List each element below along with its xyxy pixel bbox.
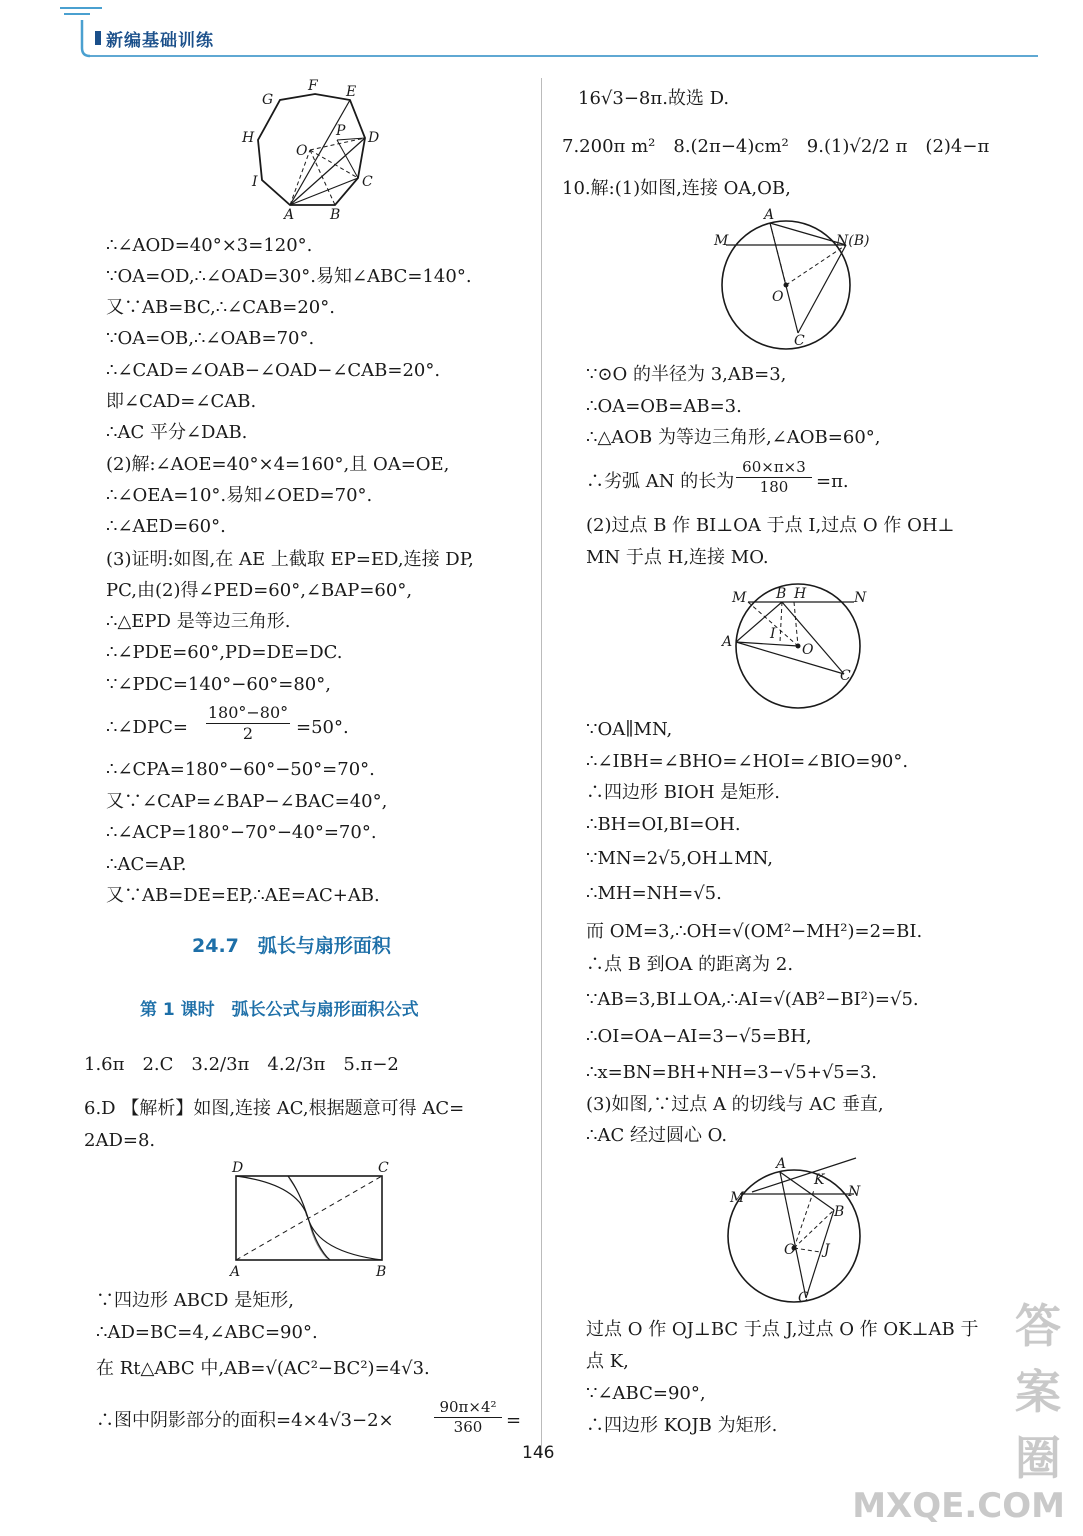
left-line-22: ∴AD=BC=4,∠ABC=90°.	[96, 1322, 318, 1343]
octagon-label-C: C	[362, 174, 373, 190]
dpc-numerator: 180°−80°	[207, 703, 289, 722]
left-line-8: (2)解:∠AOE=40°×4=160°,且 OA=OE,	[106, 454, 450, 475]
circle2-label-I: I	[770, 626, 776, 642]
left-line-6: 即∠CAD=∠CAB.	[106, 391, 257, 412]
left-line-13: ∴△EPD 是等边三角形.	[106, 611, 291, 632]
octagon-label-I: I	[252, 174, 258, 190]
left-line-10: ∴∠AED=60°.	[106, 516, 226, 537]
left-line-2: ∵OA=OD,∴∠OAD=30°.易知∠ABC=140°.	[106, 266, 472, 287]
figure-circle-2	[718, 584, 878, 724]
right-line-11: ∴四边形 BIOH 是矩形.	[586, 782, 780, 803]
circle2-label-O: O	[802, 642, 814, 658]
circle1-label-M: M	[714, 233, 729, 249]
right-line-15: 而 OM=3,∴OH=√(OM²−MH²)=2=BI.	[586, 921, 923, 942]
figure-circle-1	[712, 205, 882, 355]
figure-circle-3	[722, 1154, 882, 1304]
right-line-22: 过点 O 作 OJ⊥BC 于点 J,过点 O 作 OK⊥AB 于	[586, 1319, 979, 1340]
right-line-6: ∴△AOB 为等边三角形,∠AOB=60°,	[586, 427, 881, 448]
octagon-label-F: F	[308, 78, 318, 94]
left-line-4: ∵OA=OB,∴∠OAB=70°.	[106, 328, 315, 349]
octagon-label-P: P	[336, 123, 346, 139]
right-line-25: ∴四边形 KOJB 为矩形.	[586, 1415, 778, 1436]
page-header	[0, 0, 1083, 60]
answers-line: 1.6π 2.C 3.2/3π 4.2/3π 5.π−2	[84, 1054, 399, 1075]
arc-denominator: 180	[759, 478, 789, 496]
right-line-20: (3)如图,∵过点 A 的切线与 AC 垂直,	[586, 1094, 884, 1115]
section-title: 24.7 弧长与扇形面积	[192, 935, 391, 957]
q6-line-2: 2AD=8.	[84, 1130, 156, 1151]
left-line-1: ∴∠AOD=40°×3=120°.	[106, 235, 313, 256]
arc-prefix: ∴劣弧 AN 的长为	[586, 471, 735, 492]
octagon-label-B: B	[330, 207, 341, 223]
page-number: 146	[522, 1443, 555, 1463]
right-line-8: MN 于点 H,连接 MO.	[586, 547, 769, 568]
left-line-3: 又∵AB=BC,∴∠CAB=20°.	[106, 297, 335, 318]
circle3-label-K: K	[814, 1172, 825, 1188]
left-line-15: ∵∠PDC=140°−60°=80°,	[106, 674, 331, 695]
arc-suffix: =π.	[816, 471, 849, 492]
left-line-21: ∵四边形 ABCD 是矩形,	[96, 1290, 294, 1311]
rect-label-A: A	[230, 1264, 241, 1280]
right-line-13: ∵MN=2√5,OH⊥MN,	[586, 848, 773, 869]
arc-fraction	[736, 458, 812, 497]
circle1-label-NB: N(B)	[836, 233, 870, 249]
right-line-4: ∵⊙O 的半径为 3,AB=3,	[586, 364, 787, 385]
arc-numerator: 60×π×3	[736, 458, 812, 478]
dpc-denominator: 2	[242, 724, 254, 743]
right-line-14: ∴MH=NH=√5.	[586, 883, 722, 904]
column-divider	[541, 78, 542, 1458]
rect-label-D: D	[232, 1160, 244, 1176]
octagon-label-G: G	[262, 92, 274, 108]
right-line-10: ∴∠IBH=∠BHO=∠HOI=∠BIO=90°.	[586, 751, 909, 772]
dpc-suffix: =50°.	[296, 717, 349, 738]
circle1-label-O: O	[772, 289, 784, 305]
area-numerator: 90π×4²	[434, 1398, 502, 1418]
right-line-16: ∴点 B 到OA 的距离为 2.	[586, 954, 794, 975]
q6-line-1: 6.D 【解析】如图,连接 AC,根据题意可得 AC=	[84, 1098, 465, 1119]
header-title: 新编基础训练	[106, 31, 214, 51]
left-line-7: ∴AC 平分∠DAB.	[106, 422, 248, 443]
right-line-7: (2)过点 B 作 BI⊥OA 于点 I,过点 O 作 OH⊥	[586, 515, 955, 536]
circle3-label-M: M	[730, 1190, 745, 1206]
circle3-label-A: A	[776, 1156, 787, 1172]
watermark-logo-text: 答案圈	[1015, 1299, 1061, 1485]
dpc-prefix: ∴∠DPC=	[106, 717, 188, 738]
right-line-23: 点 K,	[586, 1351, 629, 1372]
left-line-20: 又∵AB=DE=EP,∴AE=AC+AB.	[106, 885, 380, 906]
octagon-label-O: O	[296, 143, 308, 159]
circle2-label-N: N	[854, 590, 867, 606]
header-logo-icon	[0, 0, 110, 60]
left-line-12: PC,由(2)得∠PED=60°,∠BAP=60°,	[106, 580, 413, 601]
right-line-18: ∴OI=OA−AI=3−√5=BH,	[586, 1026, 812, 1047]
left-line-9: ∴∠OEA=10°.易知∠OED=70°.	[106, 485, 373, 506]
right-line-24: ∵∠ABC=90°,	[586, 1383, 706, 1404]
circle2-label-M: M	[732, 590, 747, 606]
figure-octagon	[240, 78, 400, 223]
octagon-label-A: A	[284, 207, 295, 223]
octagon-label-E: E	[346, 84, 357, 100]
right-line-12: ∴BH=OI,BI=OH.	[586, 814, 741, 835]
area-denominator: 360	[453, 1418, 483, 1436]
circle2-label-B: B	[776, 586, 787, 602]
header-rule	[90, 55, 1038, 57]
right-line-17: ∵AB=3,BI⊥OA,∴AI=√(AB²−BI²)=√5.	[586, 989, 919, 1010]
right-line-1: 16√3−8π.故选 D.	[578, 88, 730, 109]
circle3-label-N: N	[848, 1184, 861, 1200]
left-line-14: ∴∠PDE=60°,PD=DE=DC.	[106, 642, 343, 663]
figure-rectangle	[228, 1158, 408, 1283]
area-suffix: =	[506, 1410, 522, 1431]
left-line-18: ∴∠ACP=180°−70°−40°=70°.	[106, 822, 377, 843]
rect-label-C: C	[378, 1160, 389, 1176]
right-line-9: ∵OA∥MN,	[586, 719, 673, 740]
watermark-url: MXQE.COM	[852, 1486, 1065, 1526]
right-line-5: ∴OA=OB=AB=3.	[586, 396, 742, 417]
left-line-17: 又∵∠CAP=∠BAP−∠BAC=40°,	[106, 791, 388, 812]
left-line-23: 在 Rt△ABC 中,AB=√(AC²−BC²)=4√3.	[96, 1358, 430, 1379]
rect-label-B: B	[376, 1264, 387, 1280]
dpc-fraction	[206, 703, 290, 744]
left-line-5: ∴∠CAD=∠OAB−∠OAD−∠CAB=20°.	[106, 360, 441, 381]
circle3-label-B: B	[834, 1204, 845, 1220]
circle1-label-A: A	[764, 207, 775, 223]
circle2-label-A: A	[722, 634, 733, 650]
circle3-label-C: C	[798, 1290, 809, 1306]
right-line-21: ∴AC 经过圆心 O.	[586, 1125, 728, 1146]
circle3-label-J: J	[824, 1242, 830, 1258]
octagon-label-D: D	[368, 130, 380, 146]
subsection-title: 第 1 课时 弧长公式与扇形面积公式	[140, 1000, 419, 1020]
left-line-16: ∴∠CPA=180°−60°−50°=70°.	[106, 759, 375, 780]
right-line-19: ∴x=BN=BH+NH=3−√5+√5=3.	[586, 1062, 877, 1083]
circle1-label-C: C	[794, 333, 805, 349]
right-line-2: 7.200π m² 8.(2π−4)cm² 9.(1)√2/2 π (2)4−π	[562, 136, 990, 157]
area-prefix: ∴图中阴影部分的面积=4×4√3−2×	[96, 1410, 394, 1431]
area-fraction	[434, 1398, 502, 1437]
right-line-3: 10.解:(1)如图,连接 OA,OB,	[562, 178, 791, 199]
left-line-19: ∴AC=AP.	[106, 854, 187, 875]
octagon-label-H: H	[242, 130, 255, 146]
left-line-11: (3)证明:如图,在 AE 上截取 EP=ED,连接 DP,	[106, 549, 474, 570]
circle2-label-H: H	[794, 586, 807, 602]
circle2-label-C: C	[840, 668, 851, 684]
circle3-label-O: O	[784, 1242, 796, 1258]
